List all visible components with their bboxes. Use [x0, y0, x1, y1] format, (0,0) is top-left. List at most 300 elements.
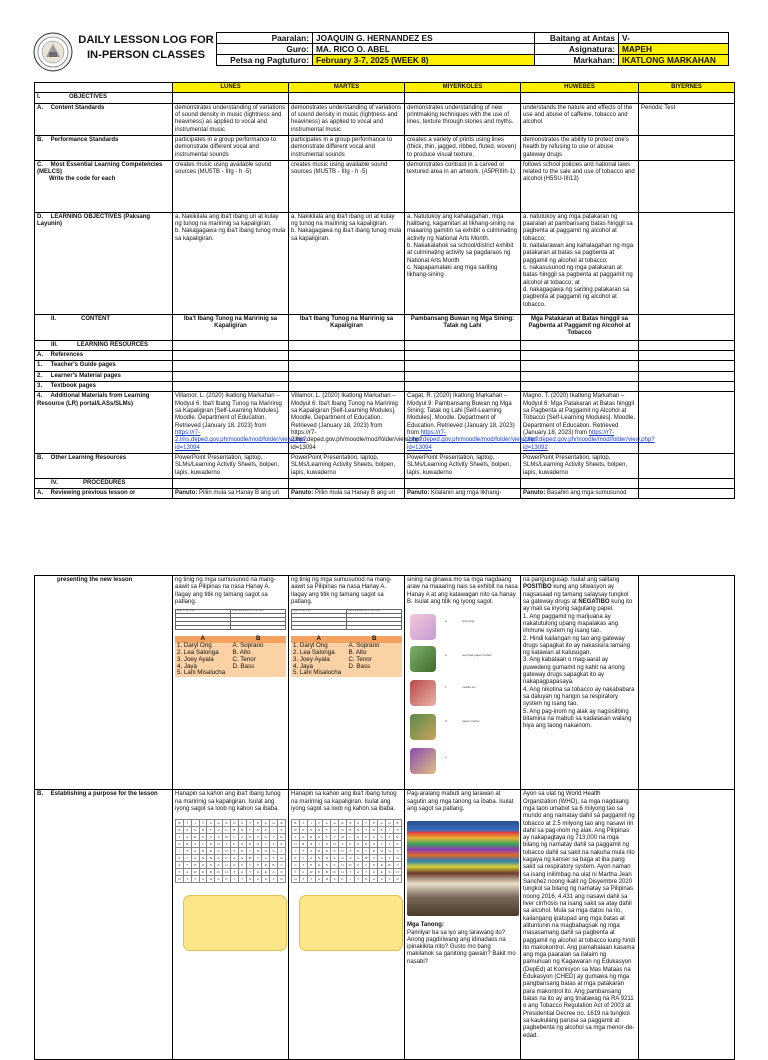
word-search-letter: F — [346, 841, 354, 848]
performance-standards-label: B. Performance Standards — [35, 135, 173, 160]
word-search-letter: T — [386, 876, 394, 883]
word-search-letter: K — [215, 862, 223, 869]
word-search-letter: I — [191, 820, 199, 827]
word-search-letter: R — [191, 834, 199, 841]
word-search-letter: J — [270, 841, 278, 848]
word-search-letter: L — [346, 834, 354, 841]
word-search-letter: H — [292, 876, 300, 883]
learning-objectives-row — [35, 212, 735, 314]
lr-portal-link[interactable]: https://r7-2.lms.deped.gov.ph/moodle/mod/folder/view.php?id=13092 — [523, 429, 655, 451]
word-search-letter: N — [323, 855, 331, 862]
word-search-letter: R — [307, 834, 315, 841]
ps-miyerkoles: creates a variety of prints using lines (thick, thin, jagged, ribbed, fluted, woven) to produce visual texture. — [405, 135, 521, 160]
word-search-letter: A — [315, 876, 323, 883]
word-search-letter: T — [270, 834, 278, 841]
word-search-letter: D — [331, 869, 339, 876]
questions-label: Mga Tanong: — [407, 922, 444, 929]
word-search-letter: Y — [199, 820, 207, 827]
word-search-letter: T — [183, 848, 191, 855]
lr-portal-link[interactable]: https://r7-2.lms.deped.gov.ph/moodle/mod/folder/view.php?id=13094 — [175, 429, 307, 451]
word-search-letter: V — [215, 827, 223, 834]
melcs-miyerkoles: demonstrates contrast in a carved or textured area in an artwork. (A5PRIIIh-1) — [405, 160, 521, 212]
ep-biyernes — [639, 790, 735, 1060]
procedures-row — [35, 478, 735, 488]
word-search-letter: A — [299, 869, 307, 876]
word-search-letter: N — [277, 876, 285, 883]
lr-portal-link[interactable]: https://r7-2.lms.deped.gov.ph/moodle/mod/folder/view.php?id=13094 — [407, 429, 539, 451]
teacher-value: MA. RICO O. ABEL — [313, 44, 535, 55]
word-search-letter: H — [315, 862, 323, 869]
word-search-letter: S — [307, 841, 315, 848]
answer-box — [183, 895, 287, 951]
content-miyerkoles: Pambansang Buwan ng Mga Sining: Tatak ng Lahi — [405, 314, 521, 340]
word-search-letter: J — [292, 834, 300, 841]
lo-lunes: a. Nakikilala ang iba't ibang uri at kulay ng tunog na maririnig sa kapaligiran. b. Nakagagawa ng iba't ibang tunog mula sa kapaligiran. — [173, 212, 289, 314]
word-search-letter: G — [262, 834, 270, 841]
word-search-letter: H — [339, 869, 347, 876]
word-search-row — [292, 834, 402, 841]
word-search-letter: N — [238, 848, 246, 855]
word-search-letter: R — [223, 820, 231, 827]
word-search-letter: T — [346, 869, 354, 876]
melcs-biyernes — [639, 160, 735, 212]
word-search-letter: G — [354, 855, 362, 862]
word-search-letter: R — [315, 848, 323, 855]
word-search-letter: Y — [262, 841, 270, 848]
word-search-grid — [291, 819, 402, 883]
word-search-letter: Y — [393, 862, 401, 869]
rv-lunes-top: Panuto: Piliin mula sa Hanay B ang uri — [173, 489, 289, 499]
word-search-letter: R — [362, 841, 370, 848]
word-search-letter: R — [254, 848, 262, 855]
content-row — [35, 314, 735, 340]
content-martes: Iba't Ibang Tunog na Maririnig sa Kapaligiran — [289, 314, 405, 340]
word-search-letter: T — [207, 834, 215, 841]
word-search-letter: T — [386, 855, 394, 862]
word-search-letter: A — [346, 855, 354, 862]
melcs-martes: creates music using available sound sources (MU5TB - IIIg - h -5) — [289, 160, 405, 212]
word-search-letter: A — [378, 855, 386, 862]
or-lunes: PowerPoint Presentation, laptop, SLMs/Learning Activity Sheets, bolpen, lapis, kuwaderno — [173, 453, 289, 478]
word-search-letter: J — [386, 841, 394, 848]
word-search-letter: D — [254, 827, 262, 834]
quarter-value: IKATLONG MARKAHAN — [619, 55, 729, 66]
melcs-row — [35, 160, 735, 212]
matching-row: 4. Jaya D. Bass — [175, 664, 286, 671]
word-search-letter: P — [370, 862, 378, 869]
word-search-letter: B — [270, 862, 278, 869]
word-search-letter: D — [323, 848, 331, 855]
word-search-letter: N — [277, 869, 285, 876]
word-search-row — [292, 827, 402, 834]
establishing-row — [35, 790, 735, 1060]
word-search-letter: G — [386, 848, 394, 855]
word-search-row — [176, 841, 286, 848]
word-search-letter: H — [223, 862, 231, 869]
word-search-letter: T — [183, 876, 191, 883]
word-search-letter: R — [370, 848, 378, 855]
word-search-letter: T — [183, 862, 191, 869]
day-header-row — [35, 83, 735, 93]
lesson-table-top — [34, 82, 735, 499]
word-search-row — [176, 834, 286, 841]
word-search-letter: B — [230, 827, 238, 834]
ep-huwebes: Ayon sa ulat ng World Health Organization (WHO), sa mga nagdaang mga taon umabot sa 6 milyong tao sa mundo ang namatay dahil sa paggamit ng tobacco at 2.5 milyong tao ang nasawi rin dahil sa pag-inom ng alak. Ang Pilipinas ay nakapagtaya ng 713,000 na mga bilang ng namatay dahil sa paggamit ng tobacco dahil sa sakit na nakuha mula rito kagaya ng kanser sa baga at iba pang sakit sa respiratory system. Ayon naman sa isang inilimbag na ulat ni Martha Jean Sanchez noong ikalit ng Disyembre 2020 tungkol sa bilang ng namatay sa Pilipinas noong 2016, 4,431 ang nasawi dahil sa liver cirrhosis na isang sakit sa atay dahil sa alcohol. Mula sa mga datos na ito, kailangang ipatupad ang mga batas at alituntunin na magbabagsak ng mga masasamang dahil sa pagbenta at paggamit ng alcohol at tobacco kung hindi ito makokontrol. Ang pamahalaan kasama ang mga paaralan sa ilalaim ng pamunuan ng Kagawaran ng Edukasyon (DepEd) at Komisyon sa Mas Mataas na Edukasyon (CHED) ay gumawa ng mga pangbansang batas at mga patakaran para makontrol ito. Ang pambansang batas na ito ay ang tinatawag na RA 9211 o ang Tobacco Regulation Act of 2003 at Presidential Decree no. 1619 na tungkol sa kaukulang parusa sa paggamit at pagbebenta ng alcohol sa mga menor-de-edad. — [521, 790, 639, 1060]
answer-box — [299, 895, 403, 951]
ep-lunes: Hanapin sa kahon ang iba't ibang tunog na maririnig sa kapaligiran. Isulat ang iyong sagot sa loob ng kahon sa ibaba. B T I Y A G R D K T P G H B R K S R T V N B D Y D K I S J A R K T Y M L A K Y G T E H B S Y D N T F A R H Y J P I T A R D K H T N Y R H G Y K Y A N N K O A G B Y A T H C T P H S K H D K Y P E B Y Y A W D B D H T A T A E A N H T Y A R K K I Y N A A T N — [173, 790, 289, 1060]
word-search-letter: J — [176, 834, 184, 841]
content-lunes: Iba't Ibang Tunog na Maririnig sa Kapaligiran — [173, 314, 289, 340]
word-search-letter: T — [270, 855, 278, 862]
word-search-letter: T — [270, 876, 278, 883]
word-search-letter: Y — [215, 834, 223, 841]
am-biyernes — [639, 392, 735, 454]
word-search-letter: K — [215, 848, 223, 855]
word-search-letter: A — [230, 855, 238, 862]
word-search-letter: H — [176, 876, 184, 883]
word-search-letter: A — [207, 820, 215, 827]
word-search-letter: I — [176, 848, 184, 855]
word-search-letter: B — [386, 862, 394, 869]
word-search-letter: A — [299, 834, 307, 841]
cs-martes: demonstrates understanding of variations of sound density in music (lightness and heaviness) as applied to vocal and instrumental music — [289, 103, 405, 135]
word-search-letter: B — [393, 820, 401, 827]
word-search-letter: N — [223, 827, 231, 834]
word-search-letter: Y — [315, 841, 323, 848]
content-standards-label: A. Content Standards — [35, 103, 173, 135]
word-search-letter: G — [238, 855, 246, 862]
artwork-pictures: a. print-sing b. recycled-paper mobile c. mobile sin d. paper mache e. — [407, 606, 518, 788]
word-search-letter: K — [262, 827, 270, 834]
ps-biyernes — [639, 135, 735, 160]
melcs-label: C. Most Essential Learning Competencies (MELCS) Write the code for each — [35, 160, 173, 212]
word-search-letter: D — [230, 862, 238, 869]
artwork-image — [410, 646, 436, 672]
word-search-letter: T — [207, 827, 215, 834]
word-search-letter: B — [299, 841, 307, 848]
word-search-letter: T — [346, 848, 354, 855]
word-search-letter: T — [362, 820, 370, 827]
word-search-letter: A — [370, 876, 378, 883]
word-search-letter: K — [378, 827, 386, 834]
header-row-school — [217, 33, 729, 44]
word-search-letter: K — [246, 834, 254, 841]
word-search-row — [176, 827, 286, 834]
statement-2: 2. Hindi kailangan ng tao ang gateway drugs sapagkat ito ay nakasisira lamang ng katawan at kalusugan. — [523, 635, 631, 657]
word-search-letter: K — [238, 820, 246, 827]
word-search-letter: D — [238, 827, 246, 834]
matching-row: 2. Lea Salonga B. Alto — [291, 650, 402, 657]
word-search-letter: N — [362, 876, 370, 883]
word-search-row — [292, 876, 402, 883]
content-huwebes: Mga Patakaran at Batas hinggil sa Pagbenta at Paggamit ng Alcohol at Tobacco — [521, 314, 639, 340]
word-search-letter: C — [292, 862, 300, 869]
word-search-row — [292, 820, 402, 827]
word-search-letter: N — [199, 855, 207, 862]
teacher-label: Guro: — [217, 44, 313, 55]
header-row-teacher — [217, 44, 729, 55]
word-search-letter: A — [191, 855, 199, 862]
word-search-letter: D — [230, 820, 238, 827]
artwork-image — [410, 714, 436, 740]
word-search-body — [292, 820, 402, 883]
word-search-letter: Y — [370, 855, 378, 862]
word-search-letter: P — [254, 862, 262, 869]
day-biyernes: BIYERNES — [639, 83, 735, 93]
word-search-letter: N — [393, 876, 401, 883]
school-label: Paaralan: — [217, 33, 313, 44]
page-title — [78, 33, 214, 62]
word-search-letter: R — [292, 827, 300, 834]
word-search-letter: T — [230, 869, 238, 876]
word-search-letter: Y — [254, 834, 262, 841]
word-search-letter: P — [254, 820, 262, 827]
word-search-letter: Y — [183, 855, 191, 862]
matching-table: A B 1. Daryl Ong A. Soprano 2. Lea Salonga B. Alto 3. Joey Ayala C. Tenor 4. Jaya D. Bass 5. Lani Misalucha — [175, 636, 286, 677]
word-search-letter: Y — [299, 855, 307, 862]
word-search-body — [176, 820, 286, 883]
word-search-letter: A — [238, 869, 246, 876]
grade-value: V- — [619, 33, 729, 44]
word-search-letter: Y — [331, 834, 339, 841]
statement-4: 4. Ang nikotina sa tobacco ay nakababara sa daluyan ng hangin sa respiratory system ng isang tao. — [523, 686, 635, 708]
learning-resources-row — [35, 340, 735, 350]
word-search-letter: A — [323, 820, 331, 827]
other-resources-label: B. Other Learning Resources — [35, 453, 173, 478]
word-search-letter: V — [331, 827, 339, 834]
melcs-huwebes: follows school policies and national laws related to the sale and use of tobacco and alcohol (H5SU-IIIi13) — [521, 160, 639, 212]
word-search-letter: Y — [277, 862, 285, 869]
ps-martes: participates in a group performance to demonstrate different vocal and instrumental sounds — [289, 135, 405, 160]
word-search-letter: O — [223, 855, 231, 862]
other-resources-row — [35, 453, 735, 478]
word-search-letter: B — [277, 820, 285, 827]
word-search-letter: R — [199, 848, 207, 855]
word-search-letter: Y — [238, 876, 246, 883]
word-search-letter: T — [246, 820, 254, 827]
ps-lunes: participates in a group performance to demonstrate different vocal and instrumental sounds — [173, 135, 289, 160]
word-search-letter: A — [307, 855, 315, 862]
word-search-letter: T — [230, 848, 238, 855]
rv-biyernes — [639, 576, 735, 790]
word-search-letter: Y — [307, 876, 315, 883]
lo-miyerkoles: a. Natutukoy ang kahalagahan, mga halibang, kagamitan at likhang-sining na maaaring gamitin sa exhibit o culminating activity ng National Arts Month. b. Nakakalahok sa school/district exhibit at culminating activity sa pagdaraos ng National Arts Month c. Napapamalaki ang mga sariling likhang-sining — [405, 212, 521, 314]
word-search-letter: K — [299, 827, 307, 834]
word-search-letter: K — [183, 827, 191, 834]
matching-row: 1. Daryl Ong A. Soprano — [175, 643, 286, 650]
word-search-letter: R — [323, 876, 331, 883]
word-search-letter: A — [270, 869, 278, 876]
word-search-letter: E — [378, 869, 386, 876]
melcs-lunes: creates music using available sound sources (MU5TB - IIIg - h -5) — [173, 160, 289, 212]
word-search-letter: G — [262, 820, 270, 827]
title-line-2: IN-PERSON CLASSES — [86, 48, 206, 61]
word-search-letter: E — [262, 869, 270, 876]
word-search-row — [292, 855, 402, 862]
word-search-letter: B — [292, 820, 300, 827]
am-martes: Villamor, L. (2020) Ikatlong Markahan – Modyul 6: Iba't Ibang Tunog na Maririnig sa Kapaligiran [Self-Learning Modules]. Moodle. Department of Education. Retrieved (January 18, 2023) from https://r7-2.lms.deped.gov.ph/moodle/mod/folder/view.php?id=13094 — [289, 392, 405, 454]
word-search-letter: K — [331, 855, 339, 862]
word-search-letter: R — [207, 876, 215, 883]
word-search-letter: A — [262, 855, 270, 862]
word-search-letter: T — [323, 834, 331, 841]
word-search-letter: K — [331, 876, 339, 883]
word-search-row — [176, 869, 286, 876]
word-search-letter: H — [254, 841, 262, 848]
matching-row: 5. Lani Misalucha — [291, 670, 402, 677]
word-search-row — [292, 848, 402, 855]
word-search-letter: G — [378, 834, 386, 841]
cs-lunes: demonstrates understanding of variations of sound density in music (lightness and heaviness) as applied to vocal and instrumental music — [173, 103, 289, 135]
statement-1: 1. Ang paggamit ng marijuana ay nakatutulong upang mapalakas ang immune system ng isang tao. — [523, 613, 619, 635]
word-search-letter: Y — [362, 827, 370, 834]
grade-label: Baitang at Antas — [535, 33, 619, 44]
arts-month-exhibit-photo — [407, 821, 519, 916]
word-search-letter: I — [270, 827, 278, 834]
word-search-letter: D — [346, 820, 354, 827]
word-search-letter: H — [262, 848, 270, 855]
cs-miyerkoles: demonstrates understanding of new printmaking techniques with the use of lines, texture through stories and myths. — [405, 103, 521, 135]
learners-material-row — [35, 371, 735, 381]
word-search-letter: A — [354, 869, 362, 876]
date-value: February 3-7, 2025 (WEEK 8) — [313, 55, 535, 66]
word-search-letter: Y — [246, 827, 254, 834]
word-search-letter: H — [223, 869, 231, 876]
word-search-letter: E — [393, 834, 401, 841]
word-search-letter: H — [270, 820, 278, 827]
cs-biyernes: Periodic Test — [639, 103, 735, 135]
word-search-letter: K — [362, 834, 370, 841]
objectives-row — [35, 93, 735, 103]
reviewing-row-top — [35, 489, 735, 499]
procedures-label: IV. PROCEDURES — [35, 478, 173, 488]
word-search-letter: Y — [199, 841, 207, 848]
title-line-1: DAILY LESSON LOG FOR — [78, 34, 214, 46]
matching-row: 3. Joey Ayala C. Tenor — [291, 657, 402, 664]
word-search-letter: F — [230, 841, 238, 848]
word-search-letter: N — [393, 869, 401, 876]
word-search-letter: K — [339, 876, 347, 883]
word-search-letter: R — [199, 827, 207, 834]
rv-martes: ng tinig ng mga sumusunod na mang-aawit sa Pilipinas na nasa Hanay A. Ilagay ang titik ng tamang sagot sa patlang. Mga Uri ng Tinig Mga Katangian at Uri ng Tinig A B 1. Daryl Ong A. Soprano 2. Lea Salonga B. Alto 3. Joey Ayala C. Tenor 4. Jaya D. Bass 5. Lani Misalucha — [289, 576, 405, 790]
word-search-letter: A — [199, 876, 207, 883]
word-search-letter: Y — [191, 876, 199, 883]
reviewing-row-bottom — [35, 576, 735, 790]
word-search-letter: G — [378, 820, 386, 827]
word-search-letter: T — [362, 869, 370, 876]
statement-3: 3. Ang kabataan o mag-aaral ay puwedeng gumamit ng kahit na anong gateway drugs sapagkat ito ay nakapagpapasaya. — [523, 657, 625, 686]
lo-martes: a. Nakikilala ang iba't ibang uri at kulay ng tunog na maririnig sa kapaligiran. b. Nakagagawa ng iba't ibang tunog mula sa kapaligiran. — [289, 212, 405, 314]
establishing-label: B. Establishing a purpose for the lesson — [35, 790, 173, 1060]
word-search-letter: I — [346, 876, 354, 883]
word-search-letter: Y — [176, 869, 184, 876]
word-search-letter: H — [386, 820, 394, 827]
teachers-guide-label: 1. Teacher's Guide pages — [35, 361, 173, 371]
performance-standards-row — [35, 135, 735, 160]
word-search-letter: Y — [292, 869, 300, 876]
word-search-letter: N — [354, 848, 362, 855]
word-search-letter: Y — [315, 820, 323, 827]
word-search-letter: D — [207, 841, 215, 848]
word-search-letter: B — [323, 869, 331, 876]
artwork-image — [410, 748, 436, 774]
word-search-letter: Y — [370, 834, 378, 841]
word-search-letter: H — [292, 841, 300, 848]
word-search-letter: H — [339, 848, 347, 855]
word-search-letter: O — [339, 855, 347, 862]
word-search-letter: S — [191, 841, 199, 848]
cs-huwebes: understands the nature and effects of the use and abuse of caffeine, tobacco and alcohol — [521, 103, 639, 135]
rv-lunes: ng tinig ng mga sumusunod na mang-aawit sa Pilipinas na nasa Hanay A. Ilagay ang titik ng tamang sagot sa patlang. Mga Uri ng Tinig Mga Katangian at Uri ng Tinig A B 1. Daryl Ong A. Soprano 2. Lea Salonga B. Alto 3. Joey Ayala C. Tenor 4. Jaya D. Bass 5. Lani Misalucha — [173, 576, 289, 790]
word-search-letter: G — [331, 820, 339, 827]
word-search-letter: A — [262, 876, 270, 883]
word-search-letter: K — [292, 855, 300, 862]
lo-huwebes: a. natutukoy ang mga patakaran ng paaralan at pambansang batas hinggil sa pagbenta at paggamit ng alcohol at tobacco; b. naitalarawan ang kahalagahan ng mga patakaran at batas sa pagbenta at paggamit ng alcohol at tobacco; c. nakasusunod ng mga patakaran at batas hinggil sa pagbenta at paggamit ng alcohol at tobacco; at d. nakagagawa ng sariling patakaran sa pagbenta at paggamit ng alcohol at tobacco. — [521, 212, 639, 314]
word-search-letter: K — [215, 855, 223, 862]
word-search-letter: K — [354, 862, 362, 869]
word-search-letter: Y — [354, 876, 362, 883]
or-biyernes — [639, 453, 735, 478]
word-search-letter: S — [207, 862, 215, 869]
word-search-letter: K — [215, 876, 223, 883]
word-search-letter: T — [223, 841, 231, 848]
word-search-letter: B — [183, 841, 191, 848]
references-label: A. References — [35, 351, 173, 361]
word-search-letter: A — [254, 876, 262, 883]
word-search-letter: B — [362, 855, 370, 862]
quarter-label: Markahan: — [535, 55, 619, 66]
reviewing-label-cont: presenting the new lesson — [35, 576, 173, 790]
word-search-letter: Y — [362, 848, 370, 855]
word-search-letter: H — [277, 855, 285, 862]
matching-row: 3. Joey Ayala C. Tenor — [175, 657, 286, 664]
word-search-letter: R — [176, 827, 184, 834]
word-search-letter: N — [331, 841, 339, 848]
word-search-letter: T — [299, 848, 307, 855]
word-search-letter: S — [323, 862, 331, 869]
word-search-letter: N — [246, 876, 254, 883]
word-search-letter: T — [246, 869, 254, 876]
rv-huwebes: na pangungusap. Isulat ang salitang POSITIBO kung ang sitwasyon ay nagsasaad ng tamang salaysay tungkol sa gateway drugs at NEGATIBO kung ito ay mali sa inyong sagutang papel. 1. Ang paggamit ng marijuana ay nakatutulong upang mapalakas ang immune system ng isang tao. 2. Hindi kailangan ng tao ang gateway drugs sapagkat ito ay nakasisira lamang ng katawan at kalusugan. 3. Ang kabataan o mag-aaral ay puwedeng gumamit ng kahit na anong gateway drugs sapagkat ito ay nakapagpapasaya. 4. Ang nikotina sa tobacco ay nakababara sa daluyan ng hangin sa respiratory system ng isang tao. 5. Ang pag-inom ng alak ay nagsisilbing bitamina na mabuti sa kadalasan walang hiya ang taong nakainom. — [521, 576, 639, 790]
matching-table: A B 1. Daryl Ong A. Soprano 2. Lea Salonga B. Alto 3. Joey Ayala C. Tenor 4. Jaya D. Bass 5. Lani Misalucha — [291, 636, 402, 677]
day-miyerkoles: MIYERKOLES — [405, 83, 521, 93]
rv-miyerkoles-top: Panuto: Kilalanin ang mga likhang- — [405, 489, 521, 499]
day-martes: MARTES — [289, 83, 405, 93]
rv-huwebes-top: Panuto: Basahin ang mga sumusunod — [521, 489, 639, 499]
word-search-letter: Y — [378, 841, 386, 848]
rv-biyernes-top — [639, 489, 735, 499]
ps-huwebes: demonstrates the ability to protect one's health by refusing to use or abuse gateway drugs — [521, 135, 639, 160]
word-search-letter: K — [238, 862, 246, 869]
content-label: II. CONTENT — [35, 314, 173, 340]
word-search-letter: Y — [254, 855, 262, 862]
word-search-letter: H — [370, 841, 378, 848]
day-lunes: LUNES — [173, 83, 289, 93]
word-search-letter: M — [339, 834, 347, 841]
word-search-letter: E — [378, 862, 386, 869]
learning-resources-label: III. LEARNING RESOURCES — [35, 340, 173, 350]
word-search-letter: K — [315, 834, 323, 841]
word-search-letter: A — [183, 869, 191, 876]
teachers-guide-row — [35, 361, 735, 371]
word-search-letter: B — [176, 820, 184, 827]
word-search-letter: A — [238, 841, 246, 848]
word-search-letter: I — [292, 848, 300, 855]
matching-row: 1. Daryl Ong A. Soprano — [291, 643, 402, 650]
word-search-letter: B — [207, 869, 215, 876]
word-search-letter: S — [277, 827, 285, 834]
am-miyerkoles: Cagat, R. (2020) Ikatlong Markahan – Modyul 9: Pambansang Buwan ng Mga Sining: Tatak ng Lahi [Self-Learning Modules]. Moodle. Department of Education. Retrieved (January 18, 2023) from https://r7-2.lms.deped.gov.ph/moodle/mod/folder/view.php?id=13094 — [405, 392, 521, 454]
